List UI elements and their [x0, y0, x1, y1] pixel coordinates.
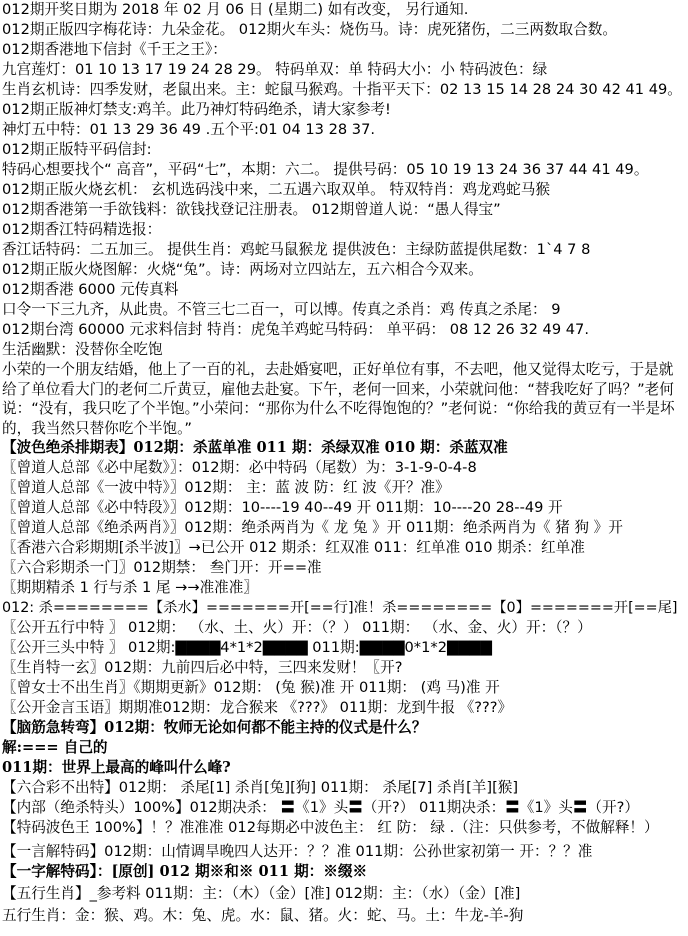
xiangjiang-title: 012期香江特码精选报： [2, 221, 162, 238]
color-kill-line: 【波色绝杀排期表】012期：杀蓝单准 011 期：杀绿双准 010 期：杀蓝双准 [2, 439, 508, 456]
issue-date-line: 012期开奖日期为 2018 年 02 月 06 日 (星期二) 如有改变， 另行通知. [2, 1, 469, 18]
riddle-question: 【脑筋急转弯】012期：牧师无论如何都不能主持的仪式是什么？ [2, 719, 427, 736]
special-segment-line: 〖曾道人总部《必中特段》〗012期：10----19 40--49 开 011期：10----20 28--49 开 [2, 499, 563, 516]
five-zodiac-map-line: 五行生肖：金：猴、鸡。木：兔、虎。水：鼠、猪。火：蛇、马。土：牛龙-羊-狗 [2, 907, 524, 924]
half-wave-line: 〖香港六合彩期期[杀半波]〗→已公开 012 期杀：红双准 011：红单准 010 期杀：红单准 [2, 539, 585, 556]
lamp-ban-line: 012期正版神灯禁支:鸡羊。此乃神灯特码绝杀，请大家参考! [2, 101, 391, 118]
zodiac-poem-line: 生肖玄机诗：四季发财，老鼠出来。主：蛇鼠马猴鸡。十指平天下：02 13 15 14 28 24 30 42 41 49。 [2, 81, 682, 98]
wave-king-line: 【特码波色王 100%】！？准准准 012每期必中波色主： 红 防： 绿 .（注：只供参考，不做解释！） [2, 819, 659, 836]
golden-words-line: 〖公开金言玉语〗期期准012期：龙合猴来 《???》 011期：龙到牛报 《???》 [2, 699, 513, 716]
zodiac-mystery-line: 〖生肖特一玄〗012期：九前四后必中特，三四来发财！〖开? [2, 659, 403, 676]
fax-title: 012期香港 6000 元传真料 [2, 281, 179, 298]
riddle-011: 011期：世界上最高的峰叫什么峰? [2, 759, 231, 776]
five-elements-line: 〖公开五行中特 〗 012期： （水、土、火）开：（？） 011期： （水、金、火）开：（？） [2, 619, 592, 636]
ms-zodiac-line: 〖曾女士不出生肖〗《期期更新》012期： (兔 猴)准 开 011期： (鸡 马)准 开 [2, 679, 500, 696]
treble-line: 特码心想要找个“ 高音”，平码“七”，本期：六二。 提供号码：05 10 19 13 24 36 37 44 41 49。 [2, 161, 649, 178]
three-heads-line: 〖公开三头中特 〗 012期:▇▇▇▇4*1*2▇▇▇▇ 011期:▇▇▇▇0*1*2▇▇▇▇ [2, 639, 492, 656]
kill-door-line: 〖六合彩期杀一门〗012期禁： 叁门开：开==准 [2, 559, 322, 576]
one-wave-line: 〖曾道人总部《一波中特》〗012期： 主：蓝 波 防：红 波《开？准》 [2, 479, 450, 496]
xiangjiang-line: 香江话特码：二五加三。 提供生肖：鸡蛇马鼠猴龙 提供波色：主绿防蓝提供尾数：1`4 7 8 [2, 241, 591, 258]
no-special-line: 【六合彩不出特】012期： 杀尾[1] 杀肖[兔][狗] 011期： 杀尾[7] 杀肖[羊][猴] [2, 779, 519, 796]
fax-line: 口令一下三九齐，从此贵。不管三七二百一，可以博。传真之杀肖：鸡 传真之杀尾： 9 [2, 301, 561, 318]
fire-mystery-line: 012期正版火烧玄机： 玄机选码浅中来，二五遇六取双单。 特双特肖：鸡龙鸡蛇马猴 [2, 181, 550, 198]
hk-envelope-title: 012期香港地下信封《千王之王》： [2, 41, 227, 58]
first-hand-line: 012期香港第一手欲钱料：欲钱找登记注册表。 012期曾道人说：“愚人得宝” [2, 201, 501, 218]
tail-number-line: 〖曾道人总部《必中尾数》〗：012期：必中特码（尾数）为：3-1-9-0-4-8 [2, 459, 477, 476]
humor-story: 小荣的一个朋友结婚，他上了一百的礼，去赴婚宴吧，正好单位有事，不去吧，他又觉得太吃亏，于是就给了单位看大门的老何二斤黄豆，雇他去赴宴。下午，老何一回来，小荣就问他：“替我吃好了吗？”老何说：“没有，我只吃了个半饱。”小荣问：“那你为什么不吃得饱饱的？”老何说：“你给我的黄豆有一半是坏的，我当然只替你吃个半饱。” [2, 361, 675, 437]
lotus-lamp-line: 九宫莲灯：01 10 13 17 19 24 28 29。 特码单双：单 特码大小：小 特码波色：绿 [2, 61, 548, 78]
one-word-line: 【一言解特码】012期：山情调旱晚四人达开：？？准 011期：公孙世家初第一 开：？？准 [2, 843, 593, 860]
kill-row-title: 〖期期精杀 1 行与杀 1 尾 →→准准准〗 [2, 579, 258, 596]
kill-two-zodiac-line: 〖曾道人总部《绝杀两肖》〗012期：绝杀两肖为《 龙 兔 》开 011期：绝杀两肖为《 猪 狗 》开 [2, 519, 623, 536]
humor-title: 生活幽默：没替你全吃饱 [2, 341, 163, 358]
one-char-line: 【一字解特码】：[原创] 012 期※和※ 011 期：※缀※ [2, 863, 368, 880]
flat-code-title: 012期正版特平码信封: [2, 141, 152, 158]
five-zodiac-line: 【五行生肖】_参考料 011期：主：（木）（金）[准] 012期：主：（水）（金）[准] [2, 885, 521, 902]
riddle-answer: 解:=== 自己的 [2, 739, 108, 756]
taiwan-line: 012期台湾 60000 元求料信封 特肖：虎兔羊鸡蛇马特码： 单平码： 08 12 26 32 49 47. [2, 321, 589, 338]
kill-row-line: 012: 杀========【杀水】=======开[==行]准！杀========【0】=======开[==尾] [2, 600, 678, 616]
fire-diagram-line: 012期正版火烧图解：火烧“兔”。诗：两场对立四站左，五六相合今双来。 [2, 261, 483, 278]
lamp-five-line: 神灯五中特：01 13 29 36 49 .五个平:01 04 13 28 37. [2, 121, 375, 138]
internal-kill-line: 【内部（绝杀特头）100%】012期决杀： 〓《1》头〓（开?） 011期决杀：〓《1》头〓（开?） [2, 799, 639, 816]
plum-poem-line: 012期正版四字梅花诗：九朵金花。 012期火车头：烧伤马。诗：虎死猪伤，二三两数取合数。 [2, 21, 617, 38]
